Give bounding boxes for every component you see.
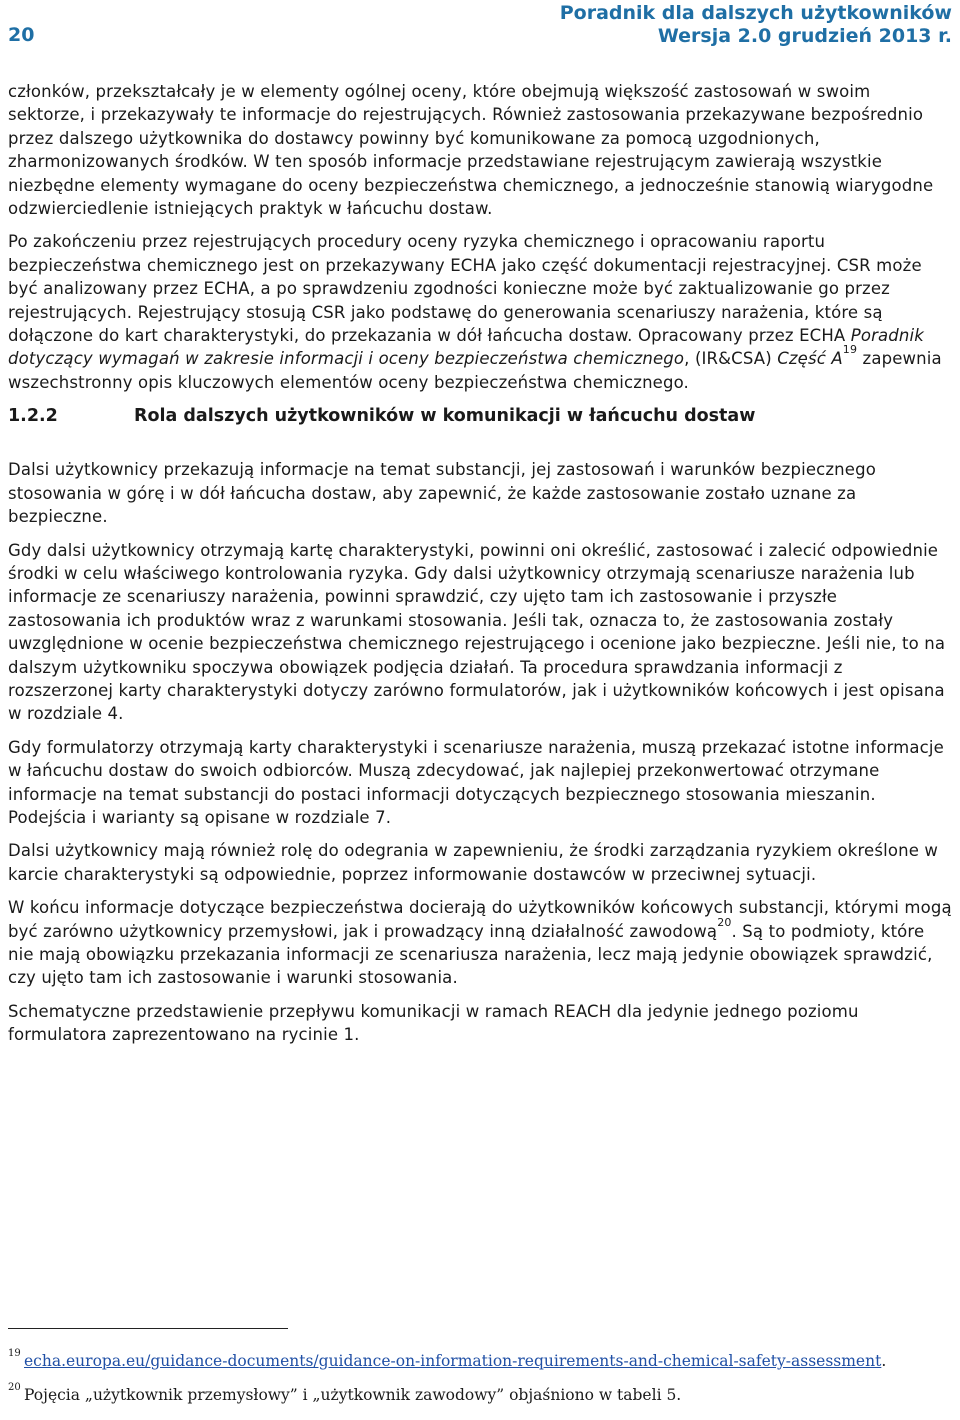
footnote-ref-19[interactable]: 19 — [842, 343, 858, 357]
paragraph-6: Dalsi użytkownicy mają również rolę do odegrania w zapewnieniu, że środki zarządzania ryzykiem określone w karcie charakterystyki są odpowiednie, poprzez informowanie dostawców w przeciwnej sytuacji. — [8, 841, 939, 884]
footnote-suffix: . — [881, 1352, 887, 1370]
footnotes — [8, 1328, 952, 1419]
paragraph-2-text-b: , (IR&CSA) — [684, 349, 778, 369]
paragraph-7 — [8, 896, 952, 990]
document-title: Poradnik dla dalszych użytkowników — [559, 2, 952, 24]
section-title: Rola dalszych użytkowników w komunikacji w łańcuchu dostaw — [134, 406, 756, 427]
footnote-text: Pojęcia „użytkownik przemysłowy” i „użytkownik zawodowy” objaśniono w tabeli 5. — [24, 1386, 682, 1404]
page-number: 20 — [8, 24, 35, 46]
footnote-mark: 20 — [8, 1382, 21, 1393]
header-title-block — [560, 2, 952, 48]
section-number: 1.2.2 — [8, 406, 58, 427]
paragraph-2-text-a: Po zakończeniu przez rejestrujących procedury oceny ryzyka chemicznego i opracowaniu raportu bezpieczeństwa chemicznego jest on przekazywany ECHA jako część dokumentacji rejestracyjnej. CSR może być analizowany przez ECHA, a po sprawdzeniu zgodności konieczne może być zaktualizowanie go przez rejestrujących. Rejestrujący stosują CSR jako podstawę do generowania scenariuszy narażenia, które są dołączone do kart charakterystyki, do przekazania w dół łańcucha dostaw. Opracowany przez ECHA — [8, 232, 922, 346]
paragraph-2-text-c: zapewnia wszechstronny opis kluczowych elementów oceny bezpieczeństwa chemicznego. — [8, 349, 942, 392]
section-heading — [8, 406, 952, 430]
footnote-ref-20[interactable]: 20 — [717, 915, 732, 929]
page-content — [8, 80, 952, 1057]
guidance-link[interactable]: echa.europa.eu/guidance-documents/guidance-on-information-requirements-and-chemical-safety-assessment — [24, 1352, 882, 1370]
paragraph-7-text-b: . Są to podmioty, które nie mają obowiązku przekazania informacji ze scenariusza narażenia, lecz mają jedynie obowiązek sprawdzić, czy ujęto tam ich zastosowanie i warunki stosowania. — [8, 921, 933, 988]
footnote-19 — [8, 1348, 952, 1371]
paragraph-8: Schematyczne przedstawienie przepływu komunikacji w ramach REACH dla jedynie jednego poziomu formulatora zaprezentowano na rycinie 1. — [8, 1001, 859, 1045]
paragraph-2 — [8, 230, 952, 394]
paragraph-4: Gdy dalsi użytkownicy otrzymają kartę charakterystyki, powinni oni określić, zastosować i zalecić odpowiednie środki w celu właściwego kontrolowania ryzyka. Gdy dalsi użytkownicy otrzymają scenariusze narażenia lub informacje ze scenariuszy narażenia, powinni sprawdzić, czy ujęto tam ich zastosowanie i przyszłe zastosowania ich produktów wraz z warunkami stosowania. Jeśli tak, oznacza to, że zastosowania zostały uwzględnione w ocenie bezpieczeństwa chemicznego rejestrującego i ocenione jako bezpieczne. Jeśli nie, to na dalszym użytkowniku spoczywa obowiązek podjęcia działań. Ta procedura sprawdzania informacji z rozszerzonej karty charakterystyki dotyczy zarówno formulatorów, jak i użytkowników końcowych i jest opisana w rozdziale 4. — [8, 540, 946, 724]
document-version: Wersja 2.0 grudzień 2013 r. — [657, 25, 952, 47]
page-header — [0, 0, 960, 48]
paragraph-1: członków, przekształcały je w elementy ogólnej oceny, które obejmują większość zastosowań w swoim sektorze, i przekazywały te informacje do rejestrujących. Również zastosowania przekazywane bezpośrednio przez dalszego użytkownika do dostawcy powinny być komunikowane za pomocą uzgodnionych, zharmonizowanych środków. W ten sposób informacje przedstawiane rejestrującym zawierają wszystkie niezbędne elementy wymagane do oceny bezpieczeństwa chemicznego, a jednocześnie stanowią wiarygodne odzwierciedlenie istniejących praktyk w łańcuchu dostaw. — [8, 82, 934, 219]
footnote-20 — [8, 1382, 952, 1405]
footnote-mark: 19 — [8, 1348, 21, 1359]
paragraph-5: Gdy formulatorzy otrzymają karty charakterystyki i scenariusze narażenia, muszą przekazać istotne informacje w łańcuchu dostaw do swoich odbiorców. Muszą zdecydować, jak najlepiej przekonwertować otrzymane informacje na temat substancji do postaci informacji dotyczących bezpiecznego stosowania mieszanin. Podejścia i warianty są opisane w rozdziale 7. — [8, 737, 944, 827]
paragraph-7-text-a: W końcu informacje dotyczące bezpieczeństwa docierają do użytkowników końcowych substancji, którymi mogą być zarówno użytkownicy przemysłowi, jak i prowadzący inną działalność zawodową — [8, 898, 952, 941]
footnote-divider — [8, 1328, 288, 1329]
guidance-title: Poradnik dotyczący wymagań w zakresie informacji i oceny bezpieczeństwa chemicznego — [8, 326, 924, 369]
guidance-part: Część A — [777, 349, 843, 369]
paragraph-3: Dalsi użytkownicy przekazują informacje na temat substancji, jej zastosowań i warunków bezpiecznego stosowania w górę i w dół łańcucha dostaw, aby zapewnić, że każde zastosowanie zostało uznane za bezpieczne. — [8, 460, 876, 527]
